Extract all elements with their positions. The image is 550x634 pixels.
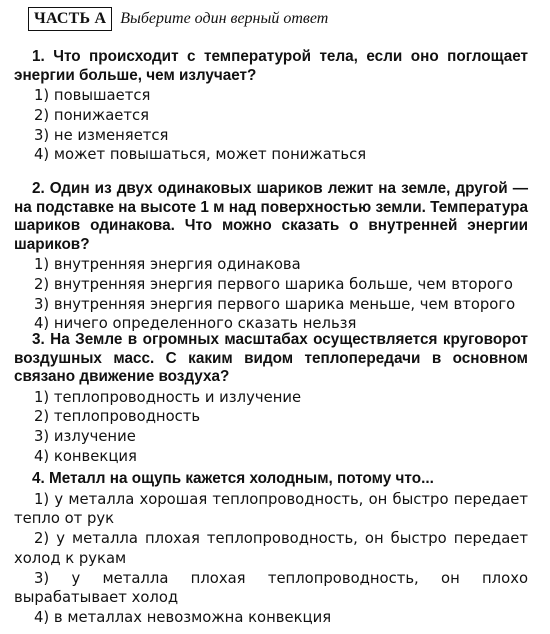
answer-option: 2) внутренняя энергия первого шарика больше, чем второго [34, 275, 513, 293]
answer-option: 4) ничего определенного сказать нельзя [34, 315, 357, 333]
answer-option: 4) конвекция [34, 447, 137, 465]
question-text: 3. На Земле в огромных масштабах осуществляется круговорот воздушных масс. С каким видом теплопередачи в основном связано движение воздуха? [14, 331, 528, 385]
answer-option: 3) излучение [34, 428, 136, 446]
answer-option: 2) теплопроводность [34, 408, 201, 426]
answer-options [14, 388, 528, 467]
answer-options [14, 255, 528, 334]
question-text: 2. Один из двух одинаковых шариков лежит на земле, другой — на подставке на высоте 1 м над поверхностью земли. Температура шариков одинакова. Что можно сказать о внутренней энергии шариков? [14, 180, 528, 253]
answer-options [14, 490, 528, 629]
answer-option: 1) теплопроводность и излучение [34, 388, 302, 406]
answer-option: 1) внутренняя энергия одинакова [34, 256, 301, 273]
answer-option: 3) не изменяется [34, 126, 169, 144]
answer-options [14, 86, 528, 165]
question-1 [14, 48, 528, 165]
question-3 [14, 331, 528, 467]
question-text: 4. Металл на ощупь кажется холодным, потому что... [32, 470, 434, 487]
section-header [28, 6, 328, 32]
answer-option: 3) внутренняя энергия первого шарика меньше, чем второго [34, 295, 516, 313]
answer-option: 4) в металлах невозможна конвекция [34, 609, 332, 627]
answer-option: 2) понижается [34, 106, 150, 124]
answer-option: 3) у металла плохая теплопроводность, он плохо вырабатывает холод [14, 569, 528, 607]
answer-option: 1) у металла хорошая теплопроводность, он быстро передает тепло от рук [14, 490, 528, 528]
question-4 [14, 470, 528, 628]
section-instruction: Выберите один верный ответ [120, 10, 329, 27]
answer-option: 1) повышается [34, 87, 151, 104]
answer-option: 4) может повышаться, может понижаться [34, 146, 367, 164]
answer-option: 2) у металла плохая теплопроводность, он быстро передает холод к рукам [14, 530, 528, 567]
question-2 [14, 180, 528, 334]
question-text: 1. Что происходит с температурой тела, если оно поглощает энергии больше, чем излучает? [14, 48, 528, 84]
part-label: ЧАСТЬ А [28, 7, 112, 31]
